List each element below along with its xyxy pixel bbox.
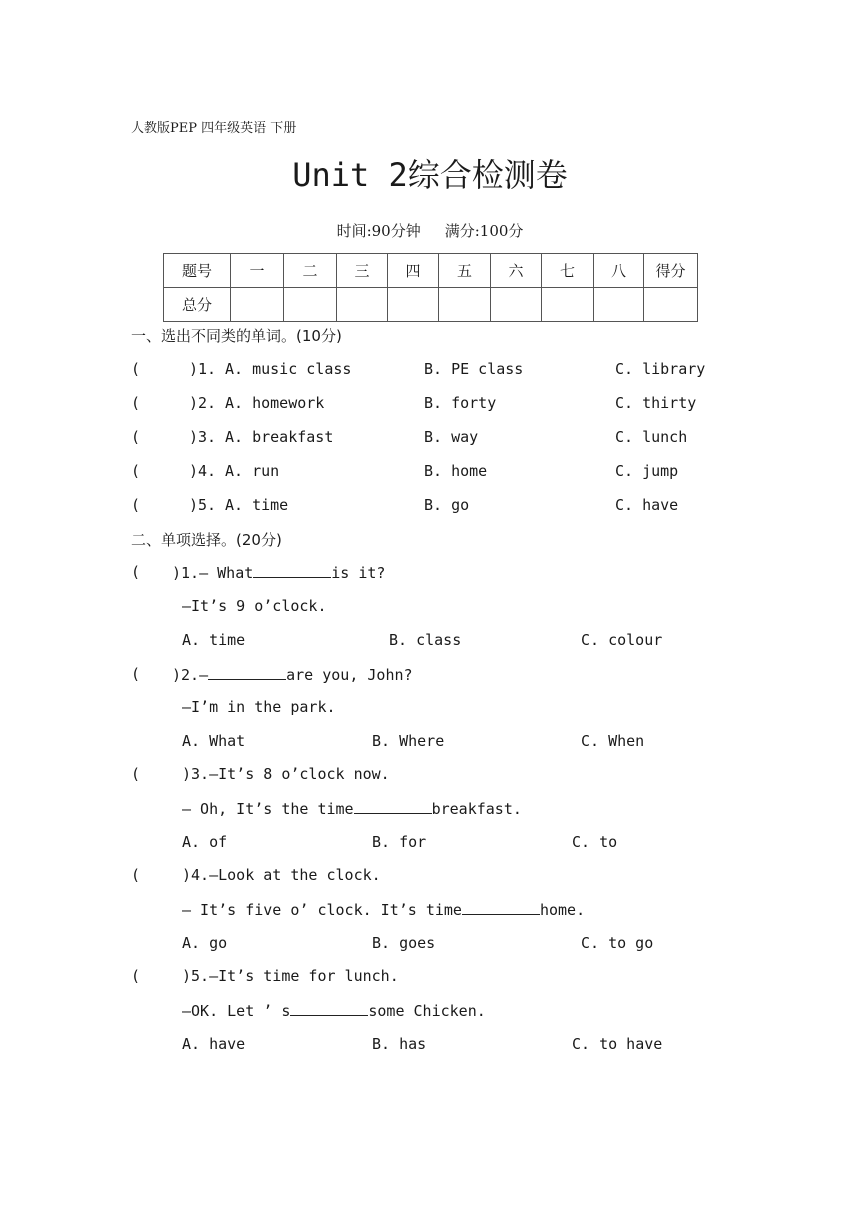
score-input-cell[interactable]: [439, 288, 491, 322]
section1-heading: 一、选出不同类的单词。(10分): [131, 327, 342, 345]
question-line: )5.—It’s time for lunch.: [182, 967, 399, 985]
score-cell: 三: [337, 254, 388, 288]
response-line: [182, 799, 522, 818]
option-c: C. to: [572, 833, 618, 851]
answer-paren[interactable]: (: [131, 462, 141, 480]
answer-paren[interactable]: (: [131, 394, 141, 412]
option-c: C. When: [581, 732, 645, 750]
answer-blank[interactable]: [208, 665, 286, 680]
answer-paren[interactable]: (: [131, 563, 141, 581]
question-text: is it?: [331, 564, 386, 582]
question-text: )1.— What: [172, 564, 254, 582]
score-cell: 四: [388, 254, 439, 288]
question-text: home.: [539, 901, 586, 919]
answer-paren[interactable]: (: [131, 967, 141, 985]
score-cell: 八: [594, 254, 644, 288]
option-b: B. class: [389, 631, 462, 649]
score-input-cell[interactable]: [231, 288, 284, 322]
answer-blank[interactable]: [354, 799, 432, 814]
response-line: —It’s 9 o’clock.: [182, 597, 327, 615]
item-number: )5.: [189, 496, 217, 514]
option-a: A. run: [225, 462, 280, 480]
answer-paren[interactable]: (: [131, 765, 141, 783]
option-c: C. jump: [615, 462, 679, 480]
time-score-info: [0, 220, 860, 241]
option-a: A. homework: [225, 394, 325, 412]
score-label: 满分:100分: [444, 222, 524, 240]
page-title: [0, 150, 860, 196]
title-cn: 综合检测卷: [407, 156, 568, 194]
score-input-cell[interactable]: [542, 288, 594, 322]
item-number: )4.: [189, 462, 217, 480]
score-table: [163, 253, 698, 322]
option-c: C. have: [615, 496, 679, 514]
answer-paren[interactable]: (: [131, 496, 141, 514]
answer-paren[interactable]: (: [131, 866, 141, 884]
answer-blank[interactable]: [253, 563, 331, 578]
score-input-cell[interactable]: [594, 288, 644, 322]
title-prefix: Unit 2: [292, 156, 408, 194]
question-text: — Oh, It’s the time: [182, 800, 354, 818]
answer-blank[interactable]: [462, 900, 540, 915]
question-text: — It’s five o’ clock. It’s time: [182, 901, 462, 919]
option-b: B. way: [424, 428, 479, 446]
score-input-cell[interactable]: [284, 288, 337, 322]
option-a: A. have: [182, 1035, 246, 1053]
question-line: [172, 563, 385, 582]
answer-blank[interactable]: [290, 1001, 368, 1016]
question-line: )3.—It’s 8 o’clock now.: [182, 765, 390, 783]
option-b: B. forty: [424, 394, 497, 412]
question-text: —OK. Let ’ s: [182, 1002, 291, 1020]
answer-paren[interactable]: (: [131, 360, 141, 378]
question-text: some Chicken.: [368, 1002, 486, 1020]
item-number: )1.: [189, 360, 217, 378]
question-line: [172, 665, 413, 684]
response-line: [182, 900, 585, 919]
response-line: —I’m in the park.: [182, 698, 336, 716]
score-cell: 二: [284, 254, 337, 288]
option-a: A. What: [182, 732, 246, 750]
question-text: breakfast.: [431, 800, 522, 818]
option-c: C. colour: [581, 631, 663, 649]
time-label: 时间:90分钟: [336, 222, 421, 240]
score-cell: 七: [542, 254, 594, 288]
option-a: A. go: [182, 934, 228, 952]
score-input-cell[interactable]: [491, 288, 542, 322]
score-cell: 一: [231, 254, 284, 288]
score-cell: 得分: [644, 254, 698, 288]
header-note: 人教版PEP 四年级英语 下册: [131, 121, 297, 136]
score-input-cell[interactable]: [644, 288, 698, 322]
score-table-header-row: [164, 254, 698, 288]
score-table-total-row: [164, 288, 698, 322]
option-b: B. home: [424, 462, 488, 480]
question-text: )2.—: [172, 666, 209, 684]
option-b: B. go: [424, 496, 470, 514]
option-c: C. lunch: [615, 428, 688, 446]
score-cell: 五: [439, 254, 491, 288]
option-a: A. music class: [225, 360, 352, 378]
option-b: B. PE class: [424, 360, 524, 378]
option-a: A. breakfast: [225, 428, 334, 446]
response-line: [182, 1001, 486, 1020]
option-c: C. to go: [581, 934, 654, 952]
option-a: A. of: [182, 833, 228, 851]
option-a: A. time: [225, 496, 289, 514]
score-cell: 总分: [164, 288, 231, 322]
option-c: C. thirty: [615, 394, 697, 412]
score-input-cell[interactable]: [337, 288, 388, 322]
answer-paren[interactable]: (: [131, 428, 141, 446]
option-a: A. time: [182, 631, 246, 649]
option-c: C. library: [615, 360, 706, 378]
question-text: are you, John?: [286, 666, 413, 684]
answer-paren[interactable]: (: [131, 665, 141, 683]
question-line: )4.—Look at the clock.: [182, 866, 381, 884]
item-number: )3.: [189, 428, 217, 446]
option-b: B. Where: [372, 732, 445, 750]
option-b: B. goes: [372, 934, 436, 952]
option-c: C. to have: [572, 1035, 663, 1053]
score-cell: 六: [491, 254, 542, 288]
option-b: B. for: [372, 833, 427, 851]
option-b: B. has: [372, 1035, 427, 1053]
section2-heading: 二、单项选择。(20分): [131, 531, 282, 549]
score-input-cell[interactable]: [388, 288, 439, 322]
item-number: )2.: [189, 394, 217, 412]
score-cell: 题号: [164, 254, 231, 288]
